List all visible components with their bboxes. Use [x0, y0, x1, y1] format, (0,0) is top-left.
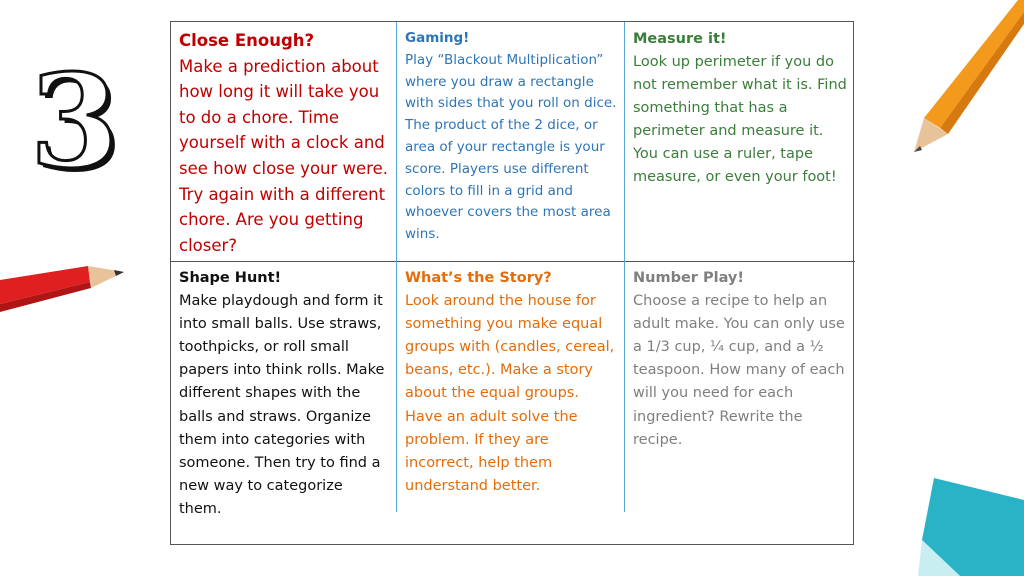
teal-corner-shape — [900, 470, 1024, 576]
cell-text: Look up perimeter if you do not remember what it is. Find something that has a perimeter and measure it. You can use a ruler, tape measure, or even your foot! — [633, 54, 847, 185]
cell-number-play — [625, 261, 855, 546]
cell-title: Gaming! — [405, 30, 470, 46]
red-pencil-icon — [0, 260, 125, 320]
cell-measure-it — [625, 22, 855, 261]
cell-text: Make a prediction about how long it will take you to do a chore. Time yourself with a clock and see how close your were. Try again with a different chore. Are you getting closer? — [179, 56, 388, 255]
cell-close-enough — [171, 22, 397, 261]
slide-number: 3 — [30, 47, 120, 197]
cell-text: Play “Blackout Multiplication” where you draw a rectangle with sides that you roll on dice. The product of the 2 dice, or area of your rectangle is your score. Players use different colors to fill in a grid and whoever covers the most area wins. — [405, 51, 617, 243]
cell-title: Measure it! — [633, 31, 727, 47]
cell-gaming — [397, 22, 625, 261]
cell-text: Choose a recipe to help an adult make. You can only use a 1/3 cup, ¼ cup, and a ½ teaspoon. How many of each will you need for each ingredient? Rewrite the recipe. — [633, 293, 845, 448]
cell-text: Make playdough and form it into small balls. Use straws, toothpicks, or roll small papers into think rolls. Make different shapes with the balls and straws. Organize them into categories with someone. Then try to find a new way to categorize them. — [179, 293, 385, 517]
cell-shape-hunt — [171, 261, 397, 546]
activity-board — [170, 21, 854, 545]
cell-text: Look around the house for something you make equal groups with (candles, cereal, beans, etc.). Make a story about the equal groups. Have an adult solve the problem. If they are incorrect, help them understand better. — [405, 293, 615, 494]
cell-title: What’s the Story? — [405, 270, 552, 286]
cell-title: Shape Hunt! — [179, 270, 282, 286]
cell-title: Close Enough? — [179, 31, 315, 50]
orange-pencil-icon — [900, 0, 1024, 160]
cell-whats-the-story — [397, 261, 625, 546]
cell-title: Number Play! — [633, 270, 744, 286]
